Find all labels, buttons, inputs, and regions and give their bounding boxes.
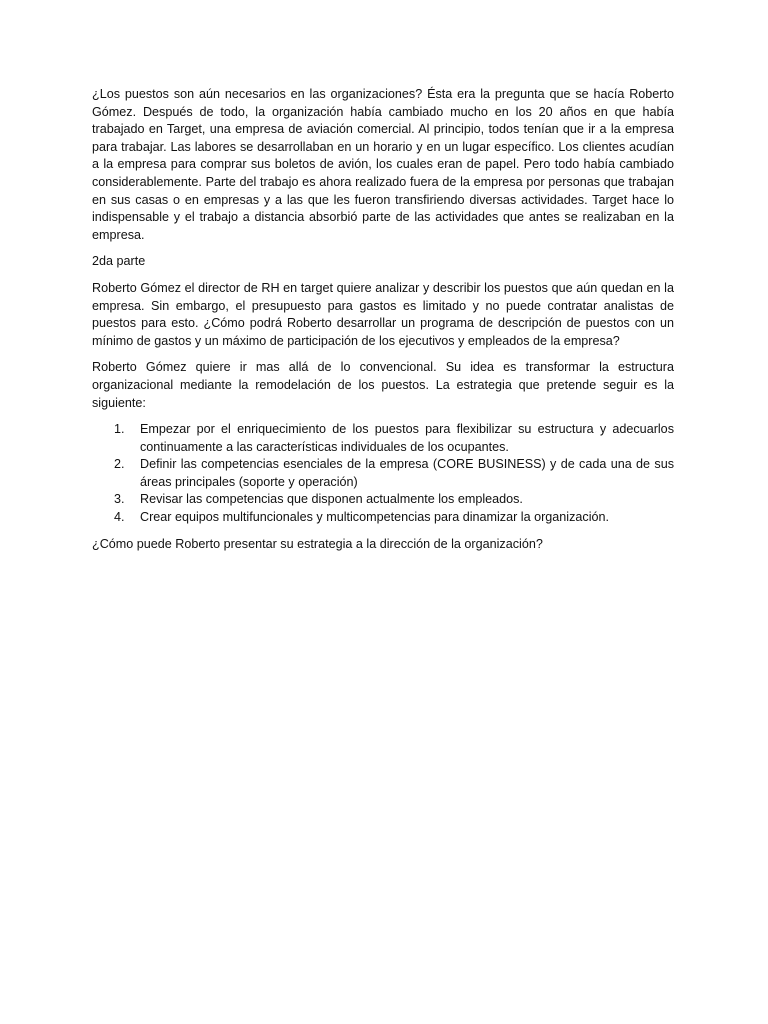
list-item-number: 4. (114, 510, 125, 525)
strategy-list (92, 421, 674, 527)
list-item-number: 3. (114, 492, 125, 507)
list-item-text: Definir las competencias esenciales de la empresa (CORE BUSINESS) y de cada una de sus áreas principales (soporte y operación) (140, 457, 674, 489)
list-item (114, 456, 674, 491)
list-item-text: Crear equipos multifuncionales y multicompetencias para dinamizar la organización. (140, 510, 610, 525)
strategy-intro-paragraph: Roberto Gómez quiere ir mas allá de lo convencional. Su idea es transformar la estructura organizacional mediante la remodelación de los puestos. La estrategia que pretende seguir es la siguiente: (92, 360, 674, 410)
list-item-text: Revisar las competencias que disponen actualmente los empleados. (140, 492, 523, 507)
list-item (114, 491, 674, 509)
case-paragraph: Roberto Gómez el director de RH en target quiere analizar y describir los puestos que aún quedan en la empresa. Sin embargo, el presupuesto para gastos es limitado y no puede contratar analistas de puestos para esto. ¿Cómo podrá Roberto desarrollar un programa de descripción de puestos con un mínimo de gastos y un máximo de participación de los ejecutivos y empleados de la empresa? (92, 280, 674, 348)
closing-question: ¿Cómo puede Roberto presentar su estrategia a la dirección de la organización? (92, 536, 543, 551)
list-item-number: 1. (114, 422, 125, 437)
list-item-number: 2. (114, 457, 125, 472)
section-heading: 2da parte (92, 254, 146, 269)
intro-paragraph: ¿Los puestos son aún necesarios en las organizaciones? Ésta era la pregunta que se hacía Roberto Gómez. Después de todo, la organización había cambiado mucho en los 20 años en que había trabajado en Target, una empresa de aviación comercial. Al principio, todos tenían que ir a la empresa para trabajar. Las labores se desarrollaban en un horario y en un lugar específico. Los clientes acudían a la empresa para comprar sus boletos de avión, los cuales eran de papel. Pero todo había cambiado considerablemente. Parte del trabajo es ahora realizado fuera de la empresa por personas que trabajan en sus casas o en empresas y a las que les fueron transfiriendo diversas actividades. Target hace lo indispensable y el trabajo a distancia absorbió parte de las actividades que antes se realizaban en la empresa. (92, 87, 674, 242)
document-page (92, 86, 674, 562)
list-item (114, 509, 674, 527)
list-item-text: Empezar por el enriquecimiento de los puestos para flexibilizar su estructura y adecuarlos continuamente a las características individuales de los ocupantes. (140, 422, 674, 454)
list-item (114, 421, 674, 456)
